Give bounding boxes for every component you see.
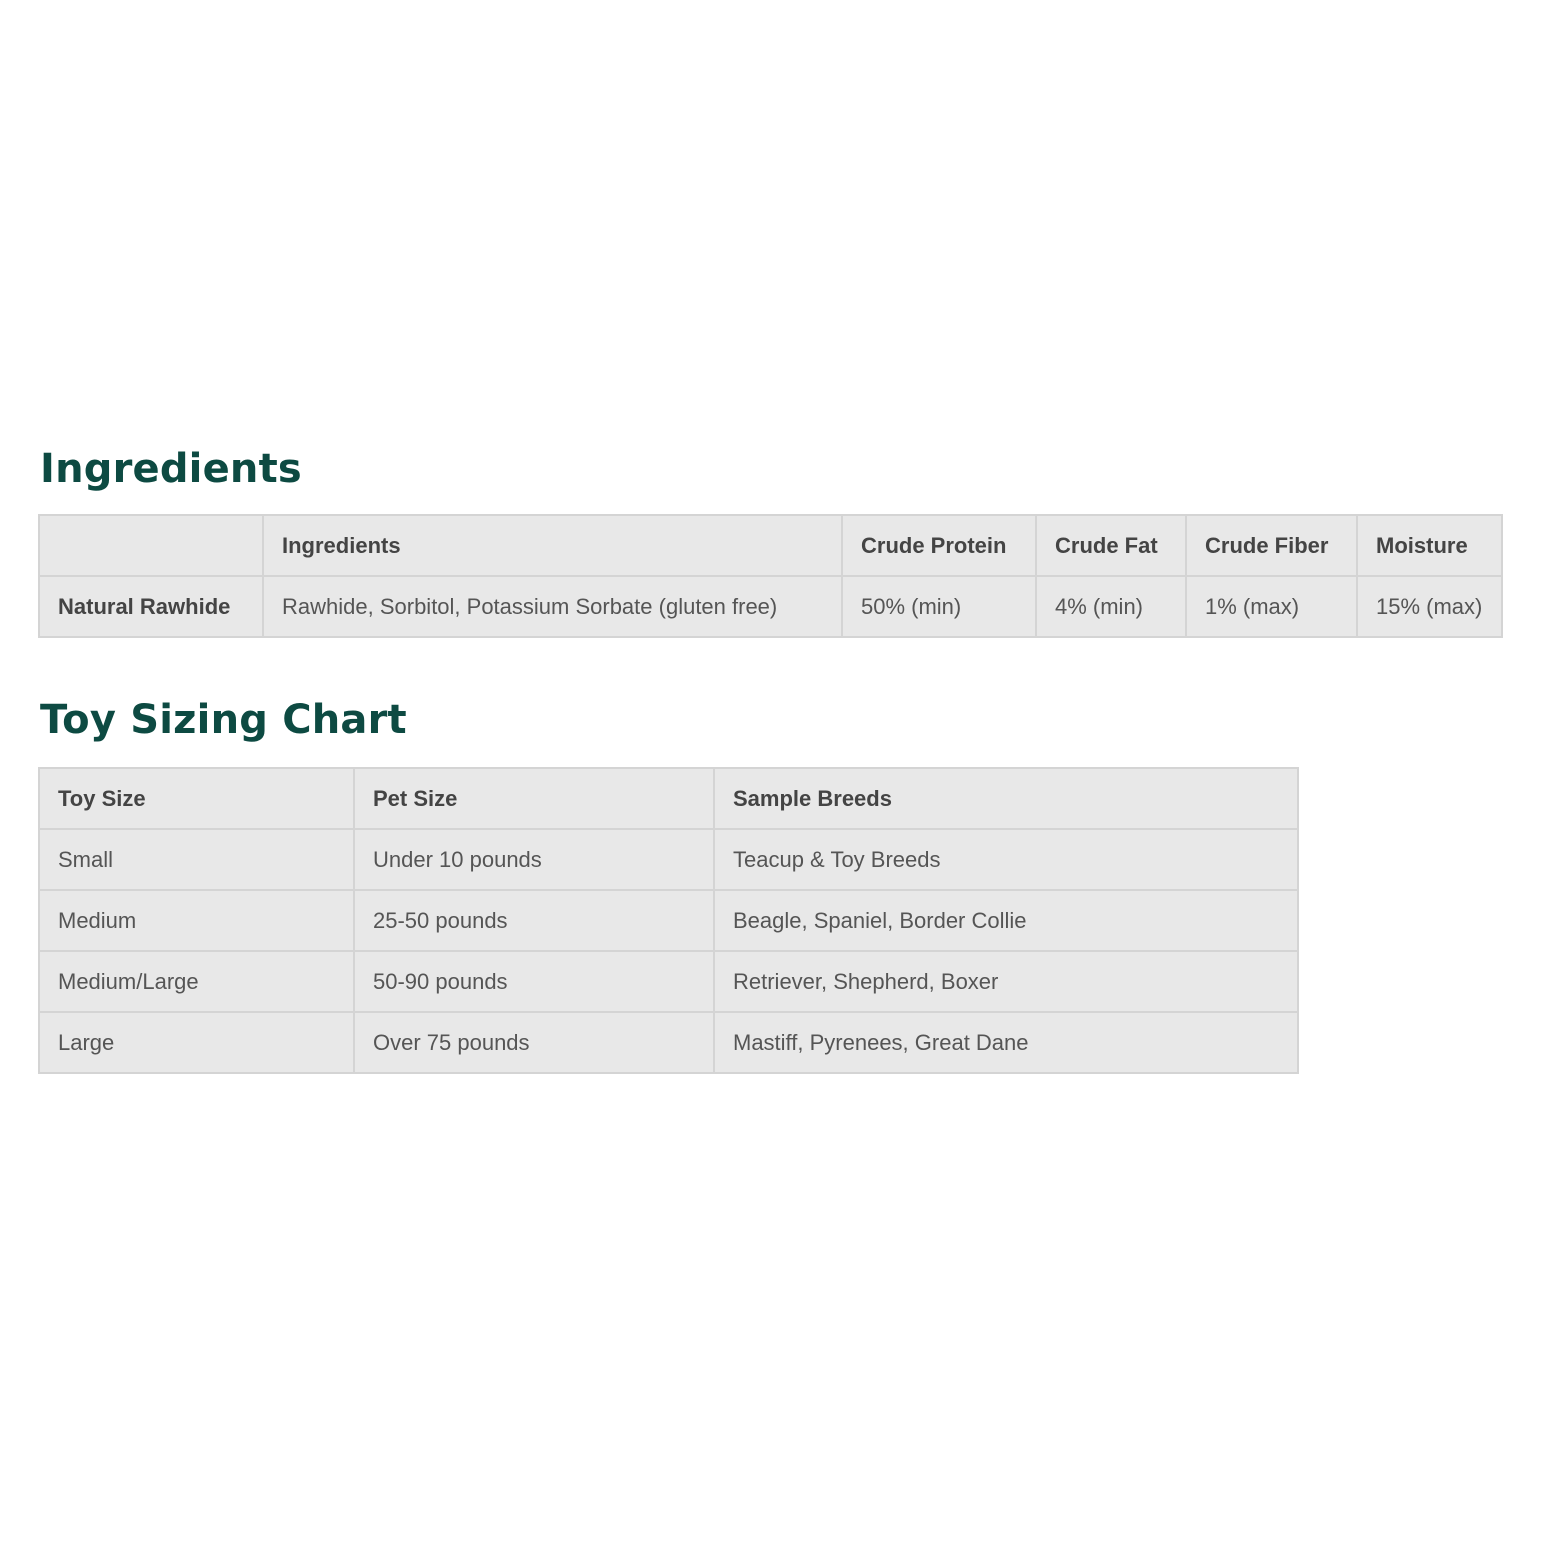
column-header-crude-fiber: Crude Fiber <box>1186 515 1357 576</box>
table-row <box>39 1012 1298 1073</box>
table-cell: 50-90 pounds <box>354 951 714 1012</box>
column-header-pet-size: Pet Size <box>354 768 714 829</box>
table-row <box>39 576 1502 637</box>
table-cell: Under 10 pounds <box>354 829 714 890</box>
table-cell: Over 75 pounds <box>354 1012 714 1073</box>
table-cell: Mastiff, Pyrenees, Great Dane <box>714 1012 1298 1073</box>
table-cell: Teacup & Toy Breeds <box>714 829 1298 890</box>
table-row <box>39 829 1298 890</box>
column-header-crude-fat: Crude Fat <box>1036 515 1186 576</box>
table-cell: 15% (max) <box>1357 576 1502 637</box>
table-cell: 50% (min) <box>842 576 1036 637</box>
table-row <box>39 890 1298 951</box>
table-cell: 1% (max) <box>1186 576 1357 637</box>
ingredients-table <box>38 514 1503 638</box>
table-cell: 25-50 pounds <box>354 890 714 951</box>
table-header-row <box>39 515 1502 576</box>
table-cell: Small <box>39 829 354 890</box>
column-header-sample-breeds: Sample Breeds <box>714 768 1298 829</box>
column-header-ingredients: Ingredients <box>263 515 842 576</box>
column-header-toy-size: Toy Size <box>39 768 354 829</box>
table-header-row <box>39 768 1298 829</box>
toy-sizing-title: Toy Sizing Chart <box>40 697 407 743</box>
column-header-moisture: Moisture <box>1357 515 1502 576</box>
table-cell: Beagle, Spaniel, Border Collie <box>714 890 1298 951</box>
column-header <box>39 515 263 576</box>
table-cell: Large <box>39 1012 354 1073</box>
table-cell: Retriever, Shepherd, Boxer <box>714 951 1298 1012</box>
table-cell-product: Natural Rawhide <box>39 576 263 637</box>
ingredients-title: Ingredients <box>40 446 302 492</box>
toy-sizing-table <box>38 767 1299 1074</box>
table-cell: Medium <box>39 890 354 951</box>
table-cell: Medium/Large <box>39 951 354 1012</box>
column-header-crude-protein: Crude Protein <box>842 515 1036 576</box>
table-row <box>39 951 1298 1012</box>
table-cell: Rawhide, Sorbitol, Potassium Sorbate (gluten free) <box>263 576 842 637</box>
table-cell: 4% (min) <box>1036 576 1186 637</box>
